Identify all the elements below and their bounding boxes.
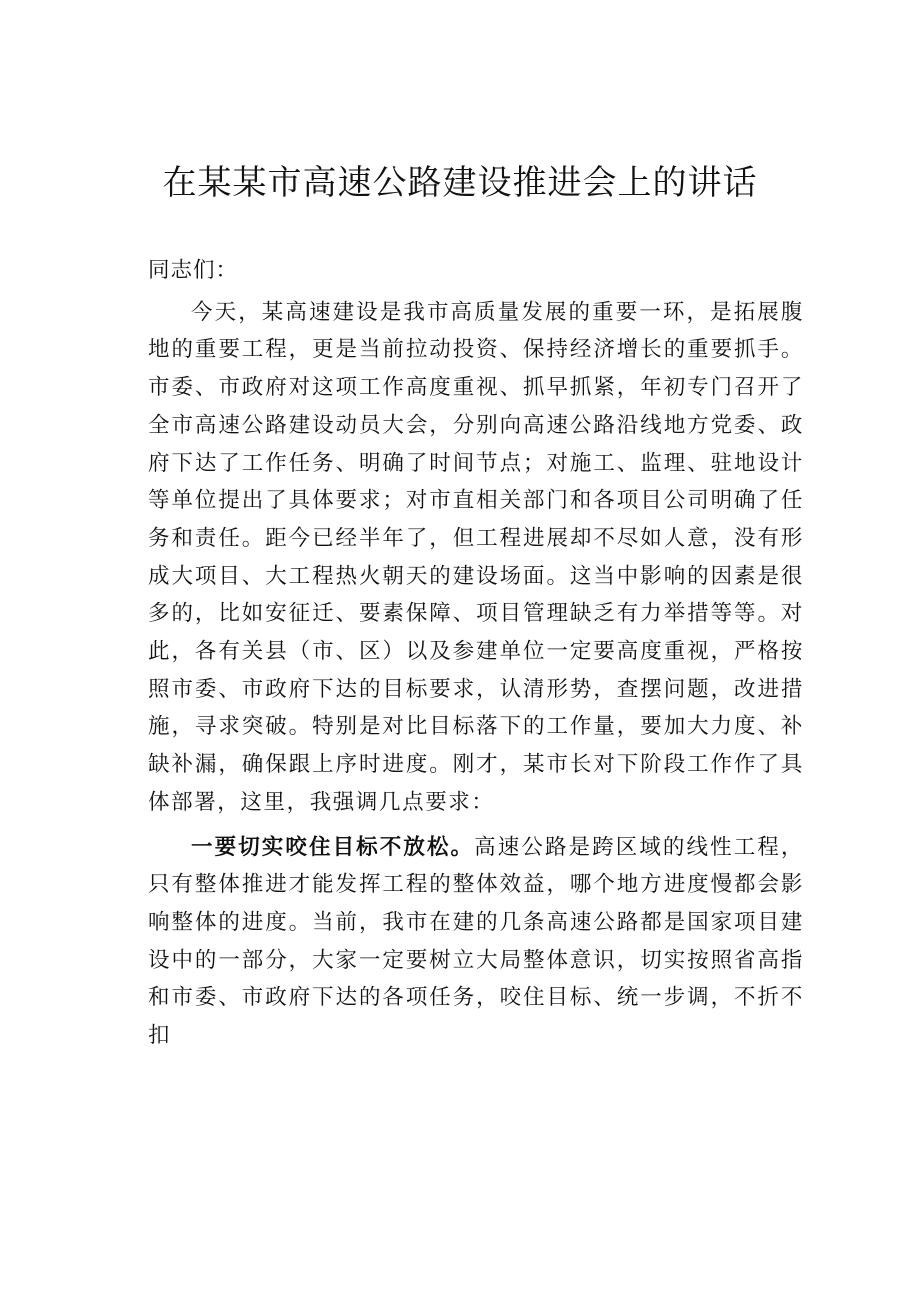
paragraph-opening <box>148 294 804 822</box>
salutation: 同志们： <box>148 258 239 283</box>
document-title: 在某某市高速公路建设推进会上的讲话 <box>162 163 758 203</box>
document-body <box>148 252 804 1055</box>
paragraph-lead-heading: 一要切实咬住目标不放松。 <box>191 834 475 860</box>
paragraph-requirement-one <box>148 829 804 1055</box>
paragraph-requirement-one-text: 高速公路是跨区域的线性工程，只有整体推进才能发挥工程的整体效益，哪个地方进度慢都会影响整体的进度。当前，我市在建的几条高速公路都是国家项目建设中的一部分，大家一定要树立大局整体意识，切实按照省高指和市委、市政府下达的各项任务，咬住目标、统一步调，不折不扣 <box>148 834 805 1049</box>
paragraph-opening-text: 今天，某高速建设是我市高质量发展的重要一环，是拓展腹地的重要工程，更是当前拉动投资、保持经济增长的重要抓手。市委、市政府对这项工作高度重视、抓早抓紧，年初专门召开了全市高速公路建设动员大会，分别向高速公路沿线地方党委、政府下达了工作任务、明确了时间节点；对施工、监理、驻地设计等单位提出了具体要求；对市直相关部门和各项目公司明确了任务和责任。距今已经半年了，但工程进展却不尽如人意，没有形成大项目、大工程热火朝天的建设场面。这当中影响的因素是很多的，比如安征迁、要素保障、项目管理缺乏有力举措等等。对此，各有关县（市、区）以及参建单位一定要高度重视，严格按照市委、市政府下达的目标要求，认清形势，查摆问题，改进措施，寻求突破。特别是对比目标落下的工作量，要加大力度、补缺补漏，确保跟上序时进度。刚才，某市长对下阶段工作作了具体部署，这里，我强调几点要求： <box>148 299 804 815</box>
